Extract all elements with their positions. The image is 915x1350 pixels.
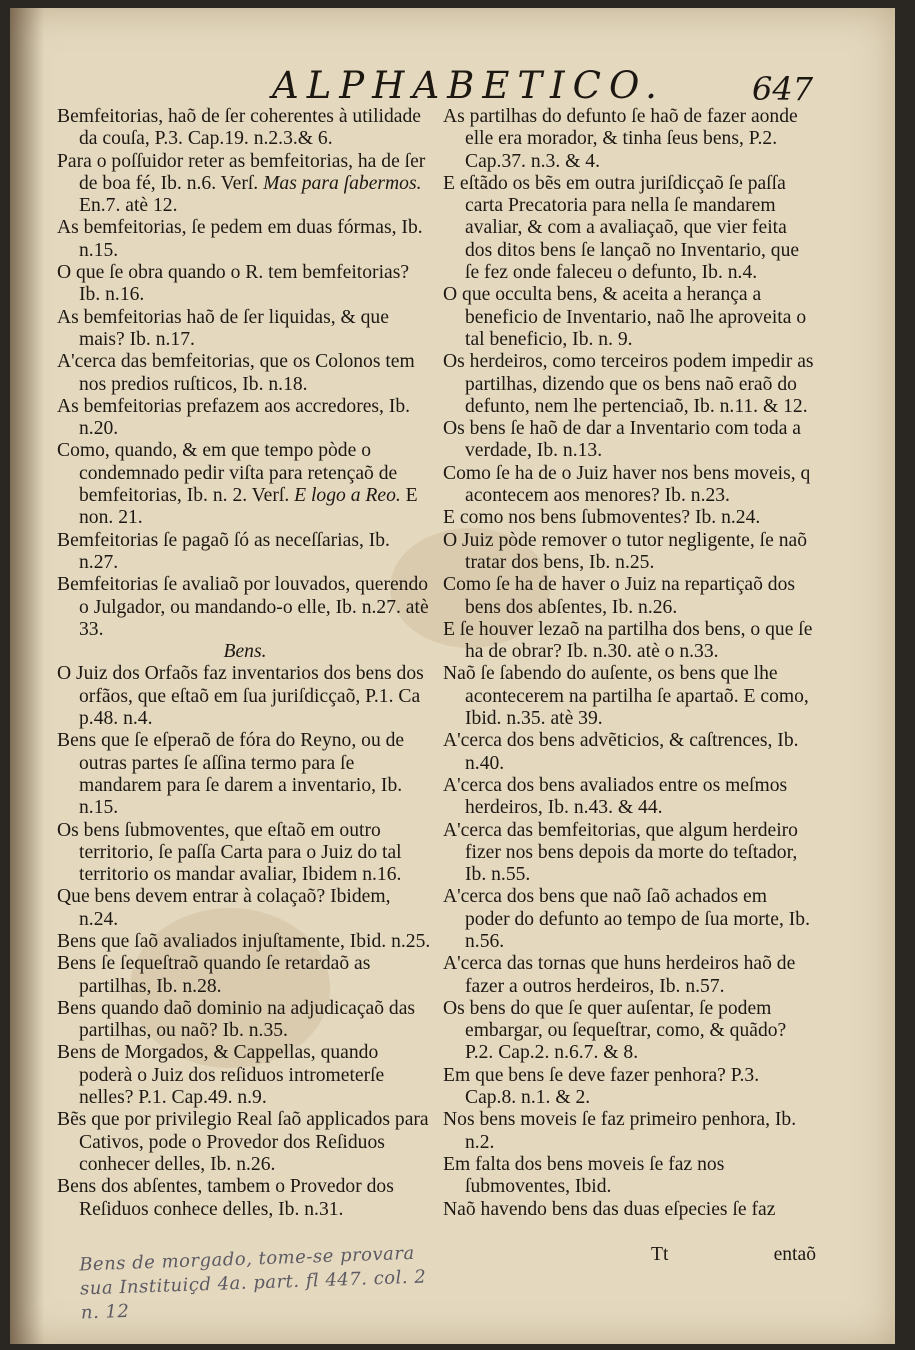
entry-text: Bens ſe ſequeſtraõ quando ſe retardaõ as partilhas, Ib. n.28. [57,953,371,997]
entry-tail-text: E non. 21. [79,485,418,529]
entry-text: O Juiz pòde remover o tutor negligente, ſe naõ tratar dos bens, Ib. n.25. [443,529,808,573]
entry-text: A'cerca das bemfeitorias, que os Colonos tem nos predios ruſticos, Ib. n.18. [57,351,415,395]
entry-text: Como ſe ha de haver o Juiz na repartiçaõ dos bens dos abſentes, Ib. n.26. [443,574,796,618]
index-entry [57,1042,433,1109]
entry-text: Que bens devem entrar à colaçaõ? Ibidem, n.24. [57,886,391,930]
index-entry [443,463,815,508]
index-entry [57,106,433,151]
entry-text: Para o poſſuidor reter as bemfeitorias, ha de ſer de boa fé, Ib. n.6. Verſ. [57,150,426,194]
page-footer [651,1244,816,1266]
entry-text: As bemfeitorias prefazem aos accredores, Ib. n.20. [57,395,411,440]
index-entry [57,1109,433,1176]
signature-mark: Tt [651,1244,669,1265]
index-entry [443,1065,815,1110]
index-entry [57,396,433,441]
index-entry [57,574,433,641]
book-page [10,8,895,1344]
entry-text: Bemfeitorias ſe avaliaõ por louvados, querendo o Julgador, ou mandando-o elle, Ib. n.27. atè 33. [57,574,429,640]
entry-text: O que ſe obra quando o R. tem bemfeitorias? Ib. n.16. [57,262,410,306]
entry-text: Bens que ſaõ avaliados injuſtamente, Ibid. n.25. [57,930,431,952]
index-entry [443,530,815,575]
index-entry [443,507,815,529]
entry-text: A'cerca dos bens advẽticios, & caſtrences, Ib. n.40. [443,730,799,774]
entry-text: Bens de Morgados, & Cappellas, quando poderà o Juiz dos reſiduos intrometerſe nelles? P.1. Cap.49. n.9. [57,1042,385,1109]
index-entry [443,1199,815,1221]
index-entry [57,262,433,307]
right-column [443,106,815,1221]
entry-text: Bemfeitorias, haõ de ſer coherentes à utilidade da couſa, P.3. Cap.19. n.2.3.& 6. [57,106,421,150]
note-line: n. 12 [80,1300,130,1324]
index-entry [57,886,433,931]
index-entry [57,820,433,887]
entry-italic-text: E logo a Reo. [294,485,401,507]
note-line: Bens de morgado, tome-se provara [78,1242,416,1276]
entry-text: A'cerca dos bens que naõ ſaõ achados em poder do defunto ao tempo de ſua morte, Ib. n.56. [443,886,810,952]
entry-text: Como, quando, & em que tempo pòde o condemnado pedir viſta para retençaõ de bemfeitorias, Ib. n. 2. Verſ. [57,440,398,507]
entry-text: As bemfeitorias haõ de ſer liquidas, & que mais? Ib. n.17. [57,306,389,350]
entry-text: A'cerca das bemfeitorias, que algum herdeiro fizer nos bens depois da morte do teſtador, Ib. n.55. [443,819,798,886]
entry-text: Os herdeiros, como terceiros podem impedir as partilhas, dizendo que os bens naõ eraõ do defunto, nem lhe pertenciaõ, Ib. n.11. & 12. [443,351,814,417]
entry-italic-text: Mas para ſabermos. [263,172,422,194]
entry-text: E como nos bens ſubmoventes? Ib. n.24. [443,507,761,529]
note-line: sua Instituiçd 4a. part. fl 447. col. 2 [79,1266,427,1300]
left-column [57,106,433,1221]
index-entry [57,953,433,998]
entry-tail-text: En.7. atè 12. [79,195,178,217]
entry-text: A'cerca das tornas que huns herdeiros haõ de fazer a outros herdeiros, Ib. n.57. [443,953,796,997]
catchword: entaõ [773,1244,816,1265]
page-gutter-shadow [10,8,44,1344]
index-entry [443,886,815,953]
index-entry [443,663,815,730]
entry-text: Bemfeitorias ſe pagaõ ſó as neceſſarias, Ib. n.27. [57,529,390,573]
index-entry [443,574,815,619]
index-entry [443,619,815,664]
entry-text: As partilhas do defunto ſe haõ de fazer aonde elle era morador, & tinha ſeus bens, P.2. Cap.37. n.3. & 4. [443,106,798,172]
index-entry [443,106,815,173]
entry-text: Bẽs que por privilegio Real ſaõ applicados para Cativos, pode o Provedor dos Reſiduos conhecer delles, Ib. n.26. [57,1109,429,1175]
index-entry [57,931,433,953]
entry-text: Como ſe ha de o Juiz haver nos bens moveis, q acontecem aos menores? Ib. n.23. [443,462,811,507]
entry-text: A'cerca dos bens avaliados entre os meſmos herdeiros, Ib. n.43. & 44. [443,774,788,819]
index-entry [57,440,433,529]
entry-text: Em que bens ſe deve fazer penhora? P.3. Cap.8. n.1. & 2. [443,1064,760,1109]
index-entry [443,284,815,351]
entry-text: E ſe houver lezaõ na partilha dos bens, o que ſe ha de obrar? Ib. n.30. atè o n.33. [443,618,813,663]
index-entry [443,820,815,887]
index-entry [443,173,815,284]
index-entry [57,530,433,575]
entry-text: E eſtãdo os bẽs em outra juriſdicçaõ ſe paſſa carta Precatoria para nella ſe mandarem avaliar, & com a avaliaçaõ, que vier feita dos ditos bens ſe lançaõ no Inventario, que ſe fez onde faleceu o defunto, Ib. n.4. [443,172,800,284]
index-entry [443,1154,815,1199]
index-entry [57,151,433,218]
entry-text: Naõ ſe ſabendo do auſente, os bens que lhe acontecerem na partilha ſe apartaõ. E como, Ibid. n.35. atè 39. [443,663,809,730]
index-entry [443,998,815,1065]
entry-text: Os bens ſubmoventes, que eſtaõ em outro territorio, ſe paſſa Carta para o Juiz do tal territorio os mandar avaliar, Ibidem n.16. [57,819,402,886]
running-head-title: ALPHABETICO. [272,64,665,107]
index-entry [443,418,815,463]
index-entry [57,1176,433,1221]
index-entry [443,730,815,775]
index-entry [57,307,433,352]
index-entry [443,1109,815,1154]
entry-text: Bens quando daõ dominio na adjudicaçaõ das partilhas, ou naõ? Ib. n.35. [57,997,416,1042]
entry-text: Bens que ſe eſperaõ de fóra do Reyno, ou de outras partes ſe aſſina termo para ſe mandarem para ſe darem a inventario, Ib. n.15. [57,730,405,819]
index-entry [57,217,433,262]
handwritten-marginal-note [79,1239,511,1326]
index-entry [443,775,815,820]
index-entry [57,998,433,1043]
entry-text: O Juiz dos Orfaõs faz inventarios dos bens dos orfãos, que eſtaõ em ſua juriſdicçaõ, P.1. Ca p.48. n.4. [57,663,424,730]
page-number: 647 [752,70,814,108]
index-entry [57,351,433,396]
index-entry [57,730,433,819]
entry-text: Os bens ſe haõ de dar a Inventario com toda a verdade, Ib. n.13. [443,418,801,462]
index-entry [443,351,815,418]
entry-text: Em falta dos bens moveis ſe faz nos ſubmoventes, Ibid. [443,1153,725,1198]
section-heading: Bens. [223,641,267,663]
entry-text: Os bens do que ſe quer auſentar, ſe podem embargar, ou ſequeſtrar, como, & quãdo? P.2. Cap.2. n.6.7. & 8. [443,997,787,1064]
entry-text: Nos bens moveis ſe faz primeiro penhora, Ib. n.2. [443,1109,797,1153]
entry-text: Naõ havendo bens das duas eſpecies ſe faz [443,1198,776,1220]
entry-text: As bemfeitorias, ſe pedem em duas fórmas, Ib. n.15. [57,217,423,261]
index-entry [443,953,815,998]
entry-text: Bens dos abſentes, tambem o Provedor dos Reſiduos conhece delles, Ib. n.31. [57,1176,394,1220]
entry-text: O que occulta bens, & aceita a herança a beneficio de Inventario, naõ lhe aproveita o tal beneficio, Ib. n. 9. [443,284,807,350]
index-entry [57,663,433,730]
